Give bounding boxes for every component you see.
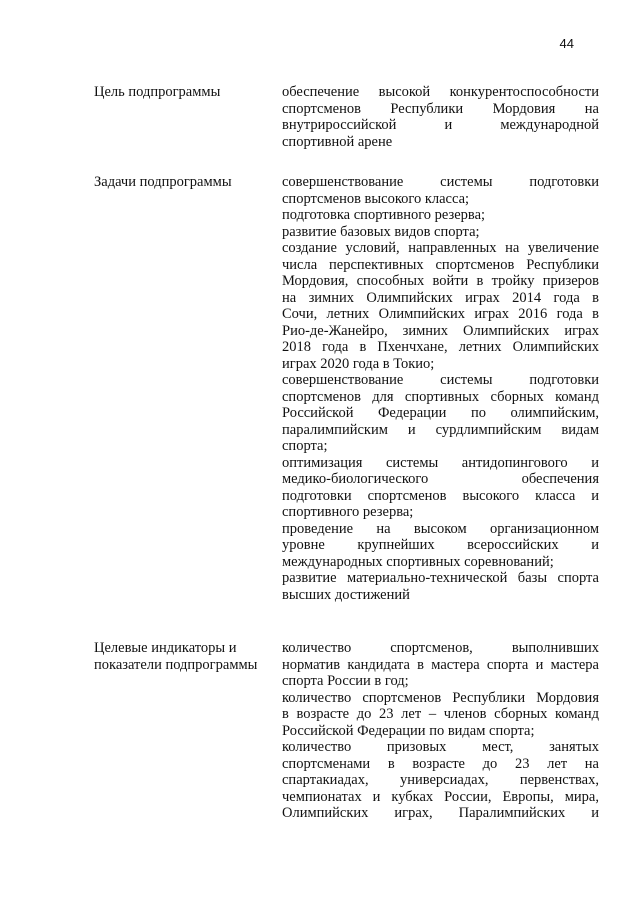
label-line: Цель подпрограммы xyxy=(94,84,221,100)
value-line: развитие базовых видов спорта; xyxy=(282,223,480,240)
value-line: оптимизация системы антидопингового и xyxy=(282,454,599,471)
value-line: спортивного резерва; xyxy=(282,504,414,520)
value-line: чемпионатах и кубках России, Европы, мира, xyxy=(282,788,599,805)
value-line: количество спортсменов Республики Мордовия xyxy=(282,689,599,706)
value-line: играх 2020 года в Токио; xyxy=(282,355,435,372)
value-line: Олимпийских играх, Паралимпийских и xyxy=(282,805,599,821)
value-line: Рио-де-Жанейро, зимних Олимпийских играх xyxy=(282,322,599,339)
value-line: совершенствование системы подготовки xyxy=(282,372,599,388)
value-line: обеспечение высокой конкурентоспособности xyxy=(282,84,599,100)
value-line: Российской Федерации по видам спорта; xyxy=(282,722,535,739)
label-line: Задачи подпрограммы xyxy=(94,174,232,190)
value-line: развитие материально-технической базы спорта xyxy=(282,570,599,586)
value-line: спортсменов высокого класса; xyxy=(282,190,470,207)
value-line: спартакиадах, универсиадах, первенствах, xyxy=(282,772,599,788)
value-line: международных спортивных соревнований; xyxy=(282,553,554,570)
value-line: в возрасте до 23 лет – членов сборных команд xyxy=(282,706,599,722)
value-line: внутрироссийской и международной xyxy=(282,117,599,133)
value-line: создание условий, направленных на увеличение xyxy=(282,240,599,256)
value-line: 2018 года в Пхенчхане, летних Олимпийских xyxy=(282,339,599,355)
value-line: проведение на высоком организационном xyxy=(282,520,599,537)
value-line: спорта России в год; xyxy=(282,673,409,689)
value-line: спорта; xyxy=(282,438,328,454)
row-label xyxy=(94,640,279,673)
value-line: количество призовых мест, занятых xyxy=(282,739,599,755)
value-line: числа перспективных спортсменов Республики xyxy=(282,256,599,273)
label-line: Целевые индикаторы и xyxy=(94,640,237,656)
value-line: уровне крупнейших всероссийских и xyxy=(282,537,599,553)
value-line: подготовки спортсменов высокого класса и xyxy=(282,487,599,504)
value-line: спортсменов Республики Мордовия на xyxy=(282,100,599,117)
row-label xyxy=(94,174,279,191)
value-line: паралимпийским и сурдлимпийским видам xyxy=(282,421,599,438)
row-label xyxy=(94,84,279,101)
label-line: показатели подпрограммы xyxy=(94,656,258,673)
page-number: 44 xyxy=(559,36,574,51)
value-line: спортсменов для спортивных сборных команд xyxy=(282,388,599,405)
value-line: количество спортсменов, выполнивших xyxy=(282,640,599,656)
value-line: спортсменами в возрасте до 23 лет на xyxy=(282,755,599,772)
row-value xyxy=(282,640,599,822)
value-line: совершенствование системы подготовки xyxy=(282,174,599,190)
value-line: спортивной арене xyxy=(282,133,393,150)
value-line: подготовка спортивного резерва; xyxy=(282,207,486,223)
value-line: норматив кандидата в мастера спорта и мастера xyxy=(282,656,599,673)
value-line: Сочи, летних Олимпийских играх 2016 года в xyxy=(282,306,599,322)
row-value xyxy=(282,84,599,150)
row-value xyxy=(282,174,599,603)
value-line: Мордовия, способных войти в тройку призеров xyxy=(282,273,599,289)
value-line: Российской Федерации по олимпийским, xyxy=(282,405,599,421)
value-line: высших достижений xyxy=(282,586,410,603)
value-line: на зимних Олимпийских играх 2014 года в xyxy=(282,289,599,306)
value-line: медико-биологического обеспечения xyxy=(282,471,599,487)
